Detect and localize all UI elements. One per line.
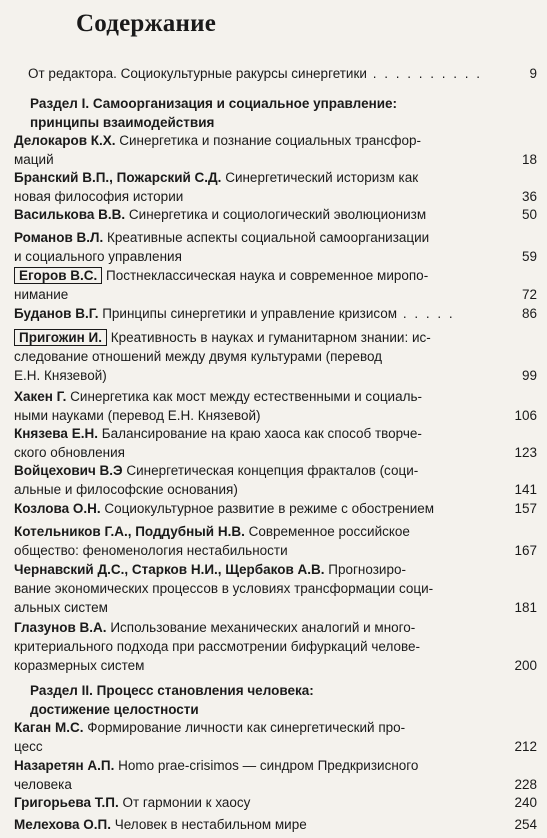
toc-entry-line bbox=[14, 205, 484, 224]
toc-entry-line bbox=[14, 443, 484, 462]
toc-entry-line bbox=[14, 266, 484, 285]
toc-entry-author: Глазунов В.А. bbox=[14, 620, 107, 635]
toc-entry-title: Постнеклассическая наука и современное миропо- bbox=[102, 268, 429, 283]
toc-entry-line bbox=[14, 150, 484, 169]
dot-leader: . . . . . bbox=[397, 306, 455, 321]
toc-entry-line bbox=[14, 366, 484, 385]
toc-entry-page-number: 99 bbox=[521, 368, 537, 383]
toc-entry-line bbox=[14, 815, 484, 834]
toc-entry-title: и социального управления bbox=[14, 249, 182, 264]
toc-entry-line bbox=[14, 228, 484, 247]
toc-entry-title: нимание bbox=[14, 287, 69, 302]
toc-entry-title: Синергетический историзм как bbox=[221, 170, 419, 185]
toc-entry-line bbox=[14, 598, 484, 617]
toc-entry-title: ского обновления bbox=[14, 445, 125, 460]
toc-entry-author: Егоров В.С. bbox=[14, 267, 102, 284]
toc-entry-page-number: 123 bbox=[514, 445, 537, 460]
toc-entry-title: Социокультурное развитие в режиме с обострением bbox=[100, 501, 435, 516]
toc-entry-title: Homo prae-crisimos — синдром Предкризисного bbox=[114, 758, 419, 773]
toc-entry-page-number: 50 bbox=[521, 207, 537, 222]
toc-entry-title: Современное российское bbox=[244, 524, 410, 539]
toc-entry-author: Григорьева Т.П. bbox=[14, 795, 119, 810]
toc-entry-line bbox=[14, 756, 484, 775]
toc-entry-title: Использование механических аналогий и много- bbox=[106, 620, 416, 635]
toc-entry-title: критериального подхода при рассмотрении бифуркаций челове- bbox=[14, 639, 421, 654]
toc-entry-author: Войцехович В.Э bbox=[14, 463, 123, 478]
toc-entry-title: Е.Н. Князевой) bbox=[14, 368, 107, 383]
toc-entry-line bbox=[14, 522, 484, 541]
toc-entry-author: Пригожин И. bbox=[14, 329, 107, 346]
toc-entry-author: Котельников Г.А., Поддубный Н.В. bbox=[14, 524, 245, 539]
toc-entry-page-number: 141 bbox=[514, 482, 537, 497]
toc-entry-title: Прогнозиро- bbox=[324, 562, 406, 577]
toc-entry-line bbox=[28, 64, 498, 83]
toc-entry-page-number: 240 bbox=[514, 795, 537, 810]
toc-entry-title: Раздел I. Самоорганизация и социальное управление: bbox=[30, 96, 398, 111]
section-heading-line bbox=[30, 681, 530, 700]
toc-entry-title: следование отношений между двумя культурами (перевод bbox=[14, 349, 383, 364]
toc-entry-page-number: 18 bbox=[521, 152, 537, 167]
toc-entry-title: Принципы синергетики и управление кризисом bbox=[98, 306, 398, 321]
toc-entry-author: Козлова О.Н. bbox=[14, 501, 101, 516]
toc-entry-line bbox=[14, 737, 484, 756]
toc-entry-line bbox=[14, 406, 484, 425]
toc-entry-page-number: 157 bbox=[514, 501, 537, 516]
toc-entry-page-number: 106 bbox=[514, 408, 537, 423]
toc-entry-title: цесс bbox=[14, 739, 43, 754]
toc-entry-author: Князева Е.Н. bbox=[14, 426, 98, 441]
toc-entry-line bbox=[14, 247, 484, 266]
toc-entry-line bbox=[14, 168, 484, 187]
section-heading-line bbox=[30, 94, 530, 113]
toc-entry-title: ными науками (перевод Е.Н. Князевой) bbox=[14, 408, 261, 423]
toc-entry-title: вание экономических процессов в условиях трансформации соци- bbox=[14, 581, 434, 596]
page-title: Содержание bbox=[76, 10, 217, 37]
toc-entry-author: Мелехова О.П. bbox=[14, 817, 111, 832]
toc-entry-author: Чернавский Д.С., Старков Н.И., Щербаков А.В. bbox=[14, 562, 325, 577]
toc-entry-title: Креативность в науках и гуманитарном знании: ис- bbox=[107, 330, 431, 345]
toc-entry-page-number: 167 bbox=[514, 543, 537, 558]
toc-entry-line bbox=[14, 387, 484, 406]
toc-entry-page-number: 72 bbox=[521, 287, 537, 302]
toc-entry-title: маций bbox=[14, 152, 54, 167]
toc-entry-line bbox=[14, 541, 484, 560]
toc-entry-line bbox=[14, 347, 484, 366]
toc-entry-line bbox=[14, 656, 484, 675]
toc-entry-page-number: 181 bbox=[514, 600, 537, 615]
toc-entry-line bbox=[14, 424, 484, 443]
toc-entry-line bbox=[14, 499, 484, 518]
toc-entry-title: альных систем bbox=[14, 600, 108, 615]
toc-entry-line bbox=[14, 579, 484, 598]
toc-entry-title: Балансирование на краю хаоса как способ творче- bbox=[97, 426, 422, 441]
toc-entry-title: человека bbox=[14, 777, 72, 792]
toc-entry-page-number: 254 bbox=[514, 817, 537, 832]
toc-entry-line bbox=[14, 560, 484, 579]
toc-entry-author: Каган М.С. bbox=[14, 720, 84, 735]
toc-entry-title: Синергетическая концепция фракталов (соци- bbox=[122, 463, 419, 478]
toc-entry-page-number: 59 bbox=[521, 249, 537, 264]
toc-entry-line bbox=[14, 718, 484, 737]
toc-entry-title: коразмерных систем bbox=[14, 658, 145, 673]
section-heading-line bbox=[30, 700, 530, 719]
toc-entry-title: Креативные аспекты социальной самоорганизации bbox=[103, 230, 430, 245]
toc-entry-title: Человек в нестабильном мире bbox=[111, 817, 307, 832]
toc-entry-author: Бранский В.П., Пожарский С.Д. bbox=[14, 170, 222, 185]
toc-entry-line bbox=[14, 328, 484, 347]
toc-entry-author: Романов В.Л. bbox=[14, 230, 104, 245]
section-heading-line bbox=[30, 113, 530, 132]
toc-entry-page-number: 228 bbox=[514, 777, 537, 792]
toc-entry-author: Назаретян А.П. bbox=[14, 758, 115, 773]
toc-entry-line bbox=[14, 304, 484, 323]
toc-entry-page-number: 36 bbox=[521, 189, 537, 204]
toc-entry-title: Раздел II. Процесс становления человека: bbox=[30, 683, 314, 698]
toc-entry-title: альные и философские основания) bbox=[14, 482, 238, 497]
toc-entry-line bbox=[14, 187, 484, 206]
toc-entry-line bbox=[14, 285, 484, 304]
toc-entry-title: принципы взаимодействия bbox=[30, 115, 215, 130]
toc-entry-line bbox=[14, 637, 484, 656]
toc-entry-page-number: 200 bbox=[514, 658, 537, 673]
toc-entry-title: Синергетика и социологический эволюционизм bbox=[125, 207, 427, 222]
toc-entry-author: Буданов В.Г. bbox=[14, 306, 99, 321]
toc-entry-page-number: 9 bbox=[529, 66, 537, 81]
toc-entry-author: Хакен Г. bbox=[14, 389, 67, 404]
toc-entry-author: Делокаров К.Х. bbox=[14, 133, 116, 148]
toc-entry-title: Синергетика как мост между естественными и социаль- bbox=[66, 389, 423, 404]
toc-entry-page-number: 212 bbox=[514, 739, 537, 754]
toc-entry-author: Василькова В.В. bbox=[14, 207, 126, 222]
toc-entry-line bbox=[14, 461, 484, 480]
toc-entry-line bbox=[14, 480, 484, 499]
toc-entry-title: Синергетика и познание социальных трансфор- bbox=[115, 133, 422, 148]
toc-entry-line bbox=[14, 775, 484, 794]
toc-entry-page-number: 86 bbox=[521, 306, 537, 321]
toc-entry-title: От редактора. Социокультурные ракурсы синергетики bbox=[28, 66, 367, 81]
toc-entry-title: Формирование личности как синергетический про- bbox=[83, 720, 406, 735]
toc-entry-title: достижение целостности bbox=[30, 702, 199, 717]
toc-entry-line bbox=[14, 793, 484, 812]
toc-entry-title: новая философия истории bbox=[14, 189, 184, 204]
dot-leader: . . . . . . . . . . bbox=[366, 66, 482, 81]
toc-entry-line bbox=[14, 131, 484, 150]
toc-entry-line bbox=[14, 618, 484, 637]
toc-entry-title: общество: феноменология нестабильности bbox=[14, 543, 288, 558]
toc-entry-title: От гармонии к хаосу bbox=[118, 795, 251, 810]
